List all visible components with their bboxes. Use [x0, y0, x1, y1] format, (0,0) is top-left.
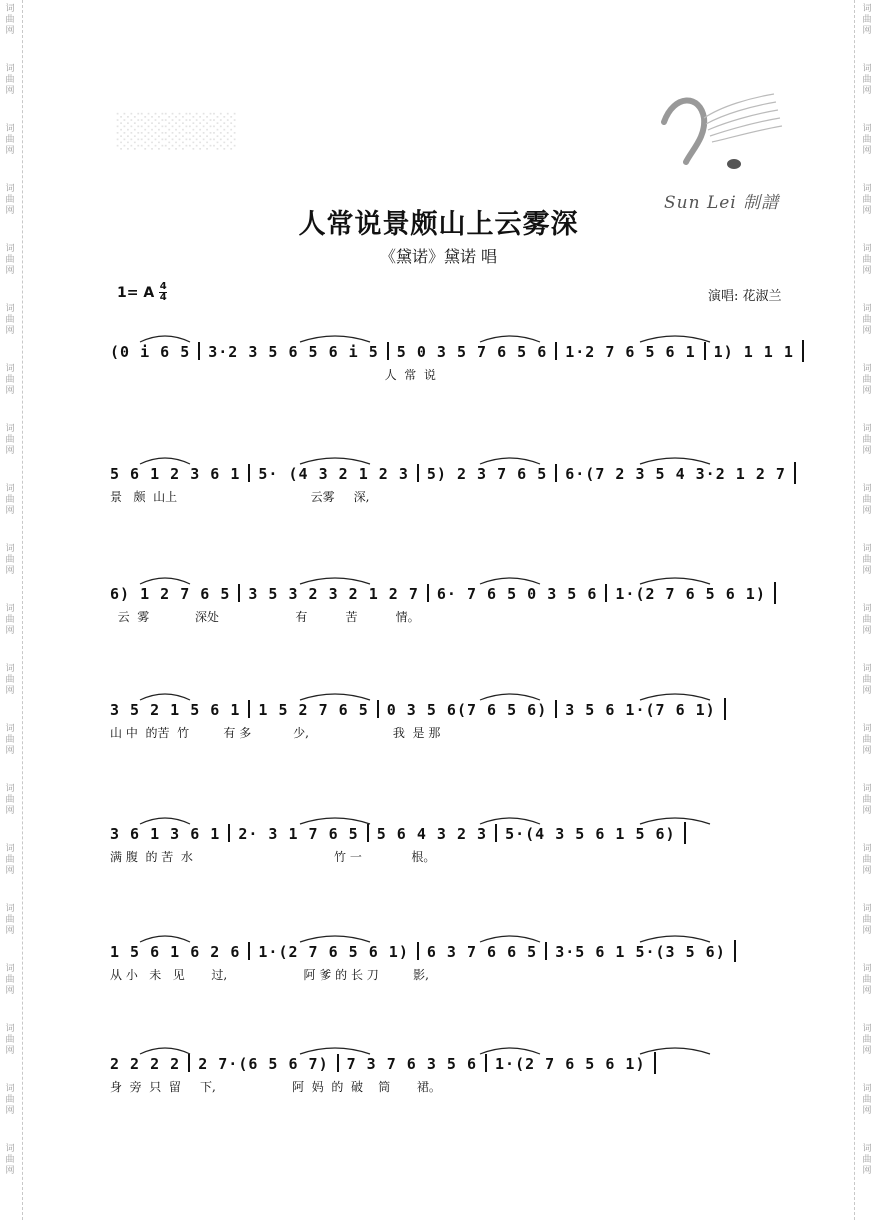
slur-arc	[480, 936, 540, 942]
slur-marks	[110, 814, 790, 830]
margin-watermark: 词 曲 网	[862, 544, 872, 576]
margin-watermark: 词 曲 网	[5, 1024, 15, 1056]
measure: 3 5 6 1·(7 6 1)	[565, 701, 716, 719]
measure: 1·(2 7 6 5 6 1)	[495, 1055, 646, 1073]
measure: 3 5 3 2 3 2 1 2 7	[248, 585, 419, 603]
slur-marks	[110, 332, 790, 348]
slur-arc	[300, 578, 370, 584]
margin-watermark: 词 曲 网	[5, 664, 15, 696]
slur-arc	[480, 458, 540, 464]
slur-arc	[480, 1048, 540, 1054]
margin-watermark: 词 曲 网	[5, 424, 15, 456]
time-signature	[159, 282, 167, 303]
barline	[794, 462, 796, 484]
margin-watermark: 词 曲 网	[5, 1144, 15, 1176]
measure: 1·(2 7 6 5 6 1)	[258, 943, 409, 961]
margin-watermark: 词 曲 网	[862, 964, 872, 996]
margin-watermark: 词 曲 网	[5, 304, 15, 336]
score-system	[110, 582, 790, 624]
measure: 5 6 1 2 3 6 1	[110, 465, 241, 483]
slur-arc	[480, 818, 540, 824]
margin-watermark: 词 曲 网	[5, 364, 15, 396]
slur-arc	[140, 694, 190, 700]
margin-watermark: 词 曲 网	[5, 244, 15, 276]
margin-watermark: 词 曲 网	[862, 304, 872, 336]
measure: 6· 7 6 5 0 3 5 6	[436, 585, 598, 603]
slur-arc	[480, 578, 540, 584]
lyrics-line: 景 颇 山上 云雾 深,	[110, 490, 370, 504]
margin-watermark: 词 曲 网	[5, 604, 15, 636]
measure: 5·(4 3 5 6 1 5 6)	[505, 825, 676, 843]
measure: 6) 1 2 7 6 5	[110, 585, 231, 603]
slur-arc	[140, 936, 190, 942]
slur-arc	[640, 458, 710, 464]
score-system	[110, 940, 790, 982]
measure: 5 6 4 3 2 3	[376, 825, 488, 843]
score-system	[110, 340, 794, 382]
lyrics-line: 人 常 说	[110, 368, 436, 382]
measure: 5 0 3 5 7 6 5 6	[396, 343, 548, 361]
slur-arc	[300, 336, 370, 342]
margin-watermark: 词 曲 网	[862, 184, 872, 216]
slur-arc	[300, 818, 370, 824]
slur-marks	[110, 690, 790, 706]
slur-arc	[140, 458, 190, 464]
margin-watermark: 词 曲 网	[5, 904, 15, 936]
margin-watermark: 词 曲 网	[862, 844, 872, 876]
time-signature-bottom: 4	[159, 292, 167, 303]
margin-watermark: 词 曲 网	[862, 4, 872, 36]
measure: 7 3 7 6 3 5 6	[346, 1055, 478, 1073]
margin-watermark: 词 曲 网	[862, 244, 872, 276]
margin-watermark: 词 曲 网	[862, 664, 872, 696]
left-margin-strip	[0, 0, 23, 1220]
score-system	[110, 698, 790, 740]
slur-arc	[300, 1048, 370, 1054]
margin-watermark: 词 曲 网	[5, 4, 15, 36]
slur-arc	[300, 458, 370, 464]
margin-watermark: 词 曲 网	[862, 724, 872, 756]
margin-watermark: 词 曲 网	[862, 1144, 872, 1176]
measure: 3 6 1 3 6 1	[110, 825, 221, 843]
margin-watermark: 词 曲 网	[5, 64, 15, 96]
measure: 3·2 3 5 6 5 6 i 5	[208, 343, 379, 361]
margin-watermark: 词 曲 网	[862, 1084, 872, 1116]
margin-watermark: 词 曲 网	[862, 1024, 872, 1056]
margin-watermark: 词 曲 网	[862, 484, 872, 516]
score-system	[110, 462, 790, 504]
margin-watermark: 词 曲 网	[862, 364, 872, 396]
measure: 6·(7 2 3 5 4 3·2 1 2 7	[565, 465, 786, 483]
margin-watermark: 词 曲 网	[5, 124, 15, 156]
lyrics-line: 从 小 未 见 过, 阿 爹 的 长 刀 影,	[110, 968, 429, 982]
measure: 5· (4 3 2 1 2 3	[258, 465, 409, 483]
background-watermark: ░░░░░	[115, 112, 236, 149]
measure: 6 3 7 6 6 5	[426, 943, 538, 961]
measure: 3 5 2 1 5 6 1	[110, 701, 241, 719]
margin-watermark: 词 曲 网	[5, 184, 15, 216]
slur-arc	[640, 1048, 710, 1054]
measure: 1 5 2 7 6 5	[258, 701, 369, 719]
margin-watermark: 词 曲 网	[862, 904, 872, 936]
slur-arc	[640, 336, 710, 342]
slur-arc	[480, 694, 540, 700]
measure: 1·2 7 6 5 6 1	[565, 343, 696, 361]
measure: 0 3 5 6(7 6 5 6)	[386, 701, 548, 719]
lyrics-line: 满 腹 的 苦 水 竹 一 根。	[110, 850, 436, 864]
slur-marks	[110, 1044, 790, 1060]
margin-watermark: 词 曲 网	[5, 724, 15, 756]
key-signature	[117, 282, 167, 303]
measure: 2 7·(6 5 6 7)	[198, 1055, 329, 1073]
lyrics-line: 山 中 的苦 竹 有 多 少, 我 是 那	[110, 726, 441, 740]
measure: 2 2 2 2	[110, 1055, 181, 1073]
measure: 2· 3 1 7 6 5	[238, 825, 359, 843]
slur-arc	[300, 936, 370, 942]
slur-arc	[640, 578, 710, 584]
margin-watermark: 词 曲 网	[862, 424, 872, 456]
slur-marks	[110, 932, 790, 948]
margin-watermark: 词 曲 网	[5, 964, 15, 996]
margin-watermark: 词 曲 网	[5, 544, 15, 576]
measure: (0 i 6 5	[110, 343, 191, 361]
measure: 1 5 6 1 6 2 6	[110, 943, 241, 961]
margin-watermark: 词 曲 网	[862, 784, 872, 816]
slur-arc	[300, 694, 370, 700]
slur-marks	[110, 454, 790, 470]
measure: 5) 2 3 7 6 5	[426, 465, 548, 483]
margin-watermark: 词 曲 网	[5, 1084, 15, 1116]
slur-arc	[140, 818, 190, 824]
margin-watermark: 词 曲 网	[862, 124, 872, 156]
key-label: 1= A	[117, 284, 155, 301]
slur-arc	[640, 818, 710, 824]
measure: 3·5 6 1 5·(3 5 6)	[555, 943, 726, 961]
slur-arc	[140, 336, 190, 342]
margin-watermark: 词 曲 网	[862, 604, 872, 636]
song-subtitle: 《黛诺》黛诺 唱	[379, 247, 498, 266]
slur-marks	[110, 574, 790, 590]
slur-arc	[640, 936, 710, 942]
measure: 1) 1 1 1	[713, 343, 794, 361]
time-signature-top: 4	[159, 281, 167, 292]
score-system	[110, 822, 790, 864]
slur-arc	[140, 578, 190, 584]
right-margin-strip	[854, 0, 877, 1220]
slur-arc	[640, 694, 710, 700]
slur-arc	[140, 1048, 190, 1054]
singer-credit: 演唱: 花淑兰	[708, 289, 782, 304]
margin-watermark: 词 曲 网	[5, 484, 15, 516]
margin-watermark: 词 曲 网	[862, 64, 872, 96]
brand-name: Sun Lei 制譜	[664, 193, 780, 213]
slur-arc	[480, 336, 540, 342]
measure: 1·(2 7 6 5 6 1)	[615, 585, 766, 603]
margin-watermark: 词 曲 网	[5, 844, 15, 876]
lyrics-line: 云 雾 深处 有 苦 情。	[110, 610, 420, 624]
song-title: 人常说景颇山上云雾深	[298, 209, 579, 240]
barline	[802, 340, 804, 362]
margin-watermark: 词 曲 网	[5, 784, 15, 816]
score-system	[110, 1052, 790, 1094]
lyrics-line: 身 旁 只 留 下, 阿 妈 的 破 筒 裙。	[110, 1080, 441, 1094]
